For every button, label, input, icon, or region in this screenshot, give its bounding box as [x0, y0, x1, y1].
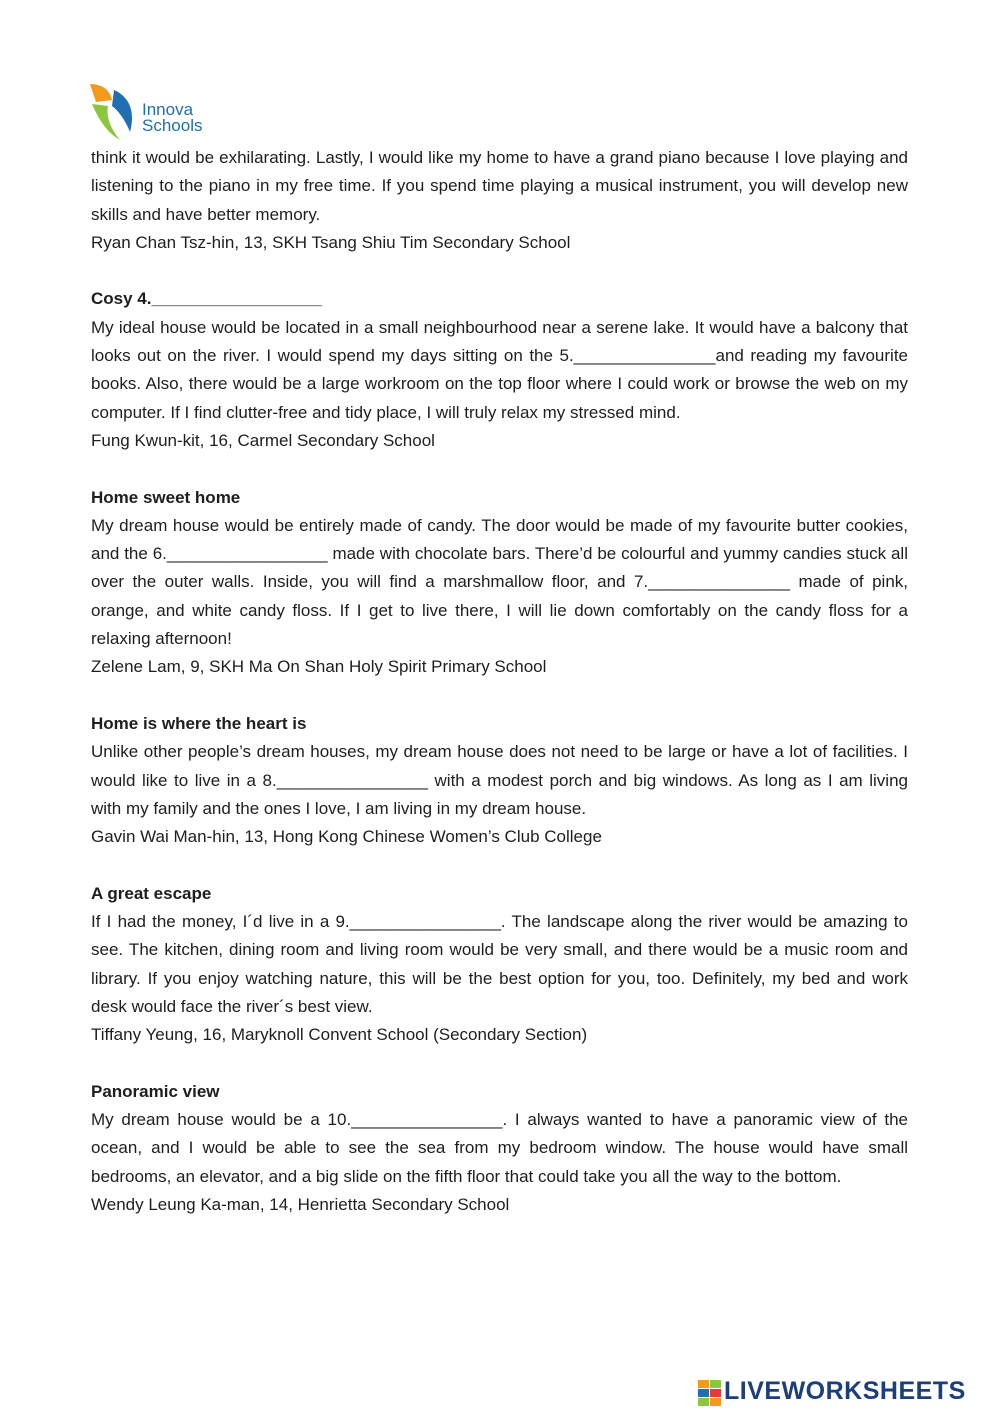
section-heading-panoramic: Panoramic view [91, 1081, 220, 1101]
innova-schools-logo [88, 82, 228, 144]
section-heading-home-sweet-home: Home sweet home [91, 487, 241, 507]
section-byline-cosy: Fung Kwun-kit, 16, Carmel Secondary School [91, 430, 435, 450]
section-text-home-sweet-home: My dream house would be entirely made of candy. The door would be made of my favourite butter cookies, and the 6._________________ made with chocolate bars. There’d be colourful and yummy candies stuck all over the outer walls. Inside, you will find a marshmallow floor, and 7._______________ made of pink, orange, and white candy floss. If I get to live there, I will lie down comfortably on the candy floss for a relaxing afternoon! [91, 515, 908, 649]
section-byline-home-sweet-home: Zelene Lam, 9, SKH Ma On Shan Holy Spirit Primary School [91, 657, 547, 677]
liveworksheets-blocks-icon [698, 1380, 722, 1408]
section-heading-cosy: Cosy 4.__________________ [91, 289, 322, 309]
worksheet-body [91, 144, 908, 1219]
logo-line-2: Schools [142, 116, 203, 135]
liveworksheets-brand [698, 1376, 994, 1410]
logo-text [142, 102, 202, 134]
section-text-great-escape: If I had the money, I´d live in a 9.________________. The landscape along the river would be amazing to see. The kitchen, dining room and living room would be very small, and there would be a music room and library. If you enjoy watching nature, this will be the best option for you, too. Definitely, my bed and work desk would face the river´s best view. [91, 912, 908, 1016]
intro-paragraph: think it would be exhilarating. Lastly, I would like my home to have a grand piano because I love playing and listening to the piano in my free time. If you spend time playing a musical instrument, you will develop new skills and have better memory. [91, 148, 908, 224]
section-byline-heart: Gavin Wai Man-hin, 13, Hong Kong Chinese Women’s Club College [91, 827, 602, 847]
innova-leaf-icon [88, 82, 140, 142]
logo-line-1: Innova [142, 100, 194, 119]
section-byline-panoramic: Wendy Leung Ka-man, 14, Henrietta Secondary School [91, 1194, 510, 1214]
section-text-panoramic: My dream house would be a 10.________________. I always wanted to have a panoramic view of the ocean, and I would be able to see the sea from my bedroom window. The house would have small bedrooms, an elevator, and a big slide on the fifth floor that could take you all the way to the bottom. [91, 1110, 908, 1186]
liveworksheets-wordmark: LIVEWORKSHEETS [724, 1377, 966, 1405]
section-text-heart: Unlike other people’s dream houses, my dream house does not need to be large or have a lot of facilities. I would like to live in a 8.________________ with a modest porch and big windows. As long as I am living with my family and the ones I love, I am living in my dream house. [91, 742, 908, 818]
section-byline-great-escape: Tiffany Yeung, 16, Maryknoll Convent School (Secondary Section) [91, 1025, 588, 1045]
section-heading-heart: Home is where the heart is [91, 713, 307, 733]
section-heading-great-escape: A great escape [91, 883, 212, 903]
intro-byline: Ryan Chan Tsz-hin, 13, SKH Tsang Shiu Tim Secondary School [91, 232, 571, 252]
section-text-cosy: My ideal house would be located in a small neighbourhood near a serene lake. It would have a balcony that looks out on the river. I would spend my days sitting on the 5._______________and reading my favourite books. Also, there would be a large workroom on the top floor where I could work or browse the web on my computer. If I find clutter-free and tidy place, I will truly relax my stressed mind. [91, 317, 908, 422]
